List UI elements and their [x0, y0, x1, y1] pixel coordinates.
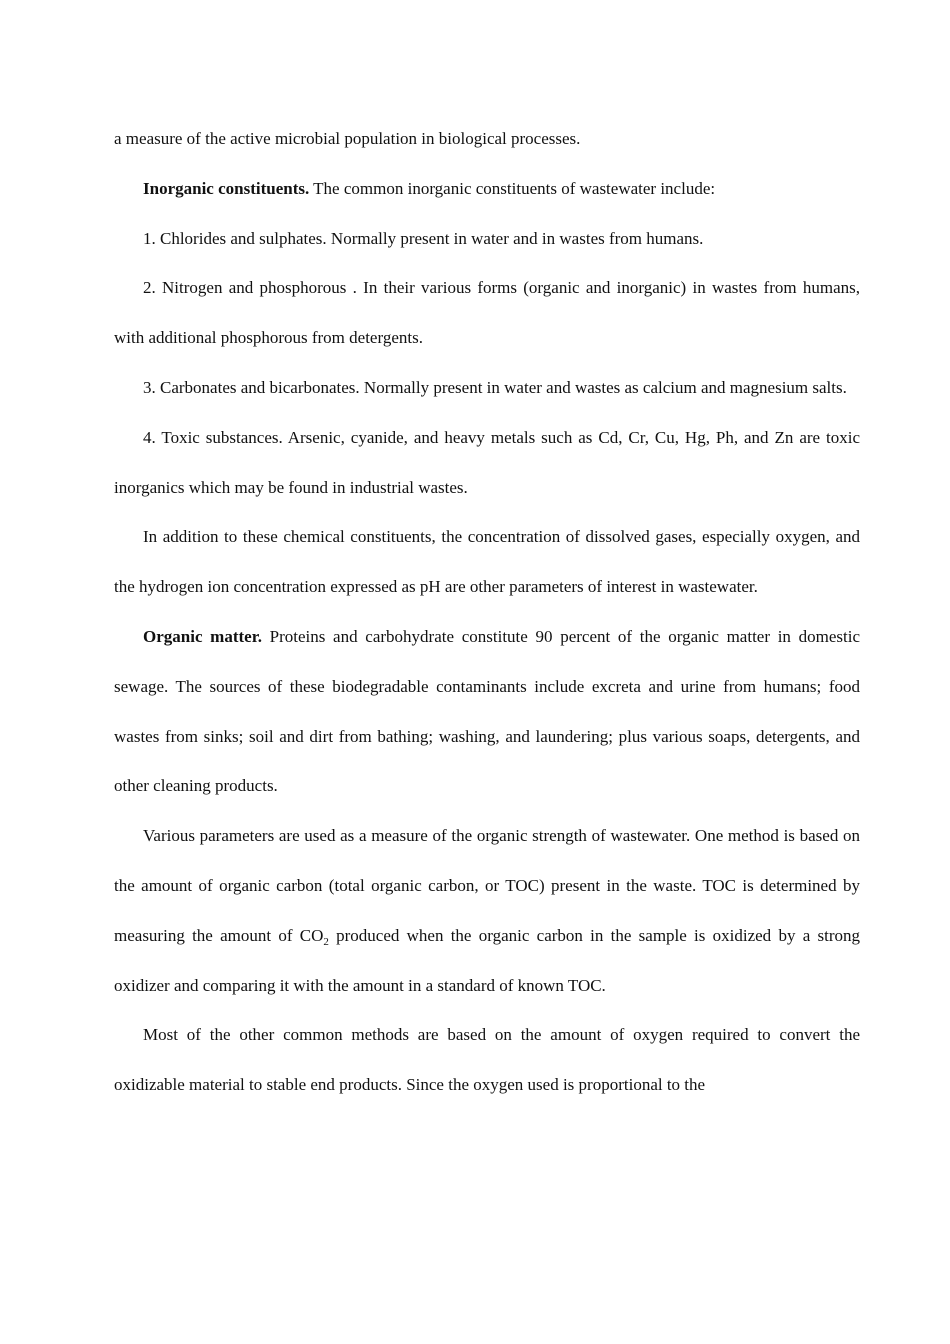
- heading-inorganic-constituents: Inorganic constituents.: [143, 178, 310, 198]
- list-item-toxic-substances: 4. Toxic substances. Arsenic, cyanide, and heavy metals such as Cd, Cr, Cu, Hg, Ph, and Zn are toxic inorganics which may be found in industrial wastes.: [114, 427, 860, 497]
- paragraph-dissolved-gases: In addition to these chemical constituents, the concentration of dissolved gases, especially oxygen, and the hydrogen ion concentration expressed as pH are other parameters of interest in wastewater.: [114, 527, 860, 597]
- list-item-chlorides: 1. Chlorides and sulphates. Normally present in water and in wastes from humans.: [143, 228, 704, 248]
- paragraph-text: Various parameters are used as a measure of the organic strength of wastewater. One method is based on the amount of organic carbon (total organic carbon, or TOC) present in the waste. TOC is determined by measuring the amount of CO: [114, 826, 860, 945]
- list-item-nitrogen: 2. Nitrogen and phosphorous . In their various forms (organic and inorganic) in wastes from humans, with additional phosphorous from detergents.: [114, 278, 860, 348]
- list-item-carbonates: 3. Carbonates and bicarbonates. Normally present in water and wastes as calcium and magnesium salts.: [143, 377, 847, 397]
- paragraph-inorganic-constituents: [114, 164, 860, 214]
- paragraph-organic-matter: [114, 612, 860, 811]
- document-page: [114, 114, 860, 1110]
- heading-organic-matter: Organic matter.: [143, 626, 262, 646]
- subscript: 2: [323, 935, 329, 948]
- paragraph-text: produced when the organic carbon in the sample is oxidized by a strong oxidizer and comparing it with the amount in a standard of known TOC.: [114, 925, 860, 995]
- paragraph-oxygen-methods: Most of the other common methods are based on the amount of oxygen required to convert the oxidizable material to stable end products. Since the oxygen used is proportional to the: [114, 1025, 860, 1095]
- paragraph-toc: [114, 811, 860, 1010]
- paragraph-text: The common inorganic constituents of wastewater include:: [309, 178, 716, 198]
- paragraph-continuation: a measure of the active microbial population in biological processes.: [114, 129, 581, 148]
- paragraph-text: Proteins and carbohydrate constitute 90 percent of the organic matter in domestic sewage. The sources of these biodegradable contaminants include excreta and urine from humans; food wastes from sinks; soil and dirt from bathing; washing, and laundering; plus various soaps, detergents, and other cleaning products.: [114, 626, 860, 796]
